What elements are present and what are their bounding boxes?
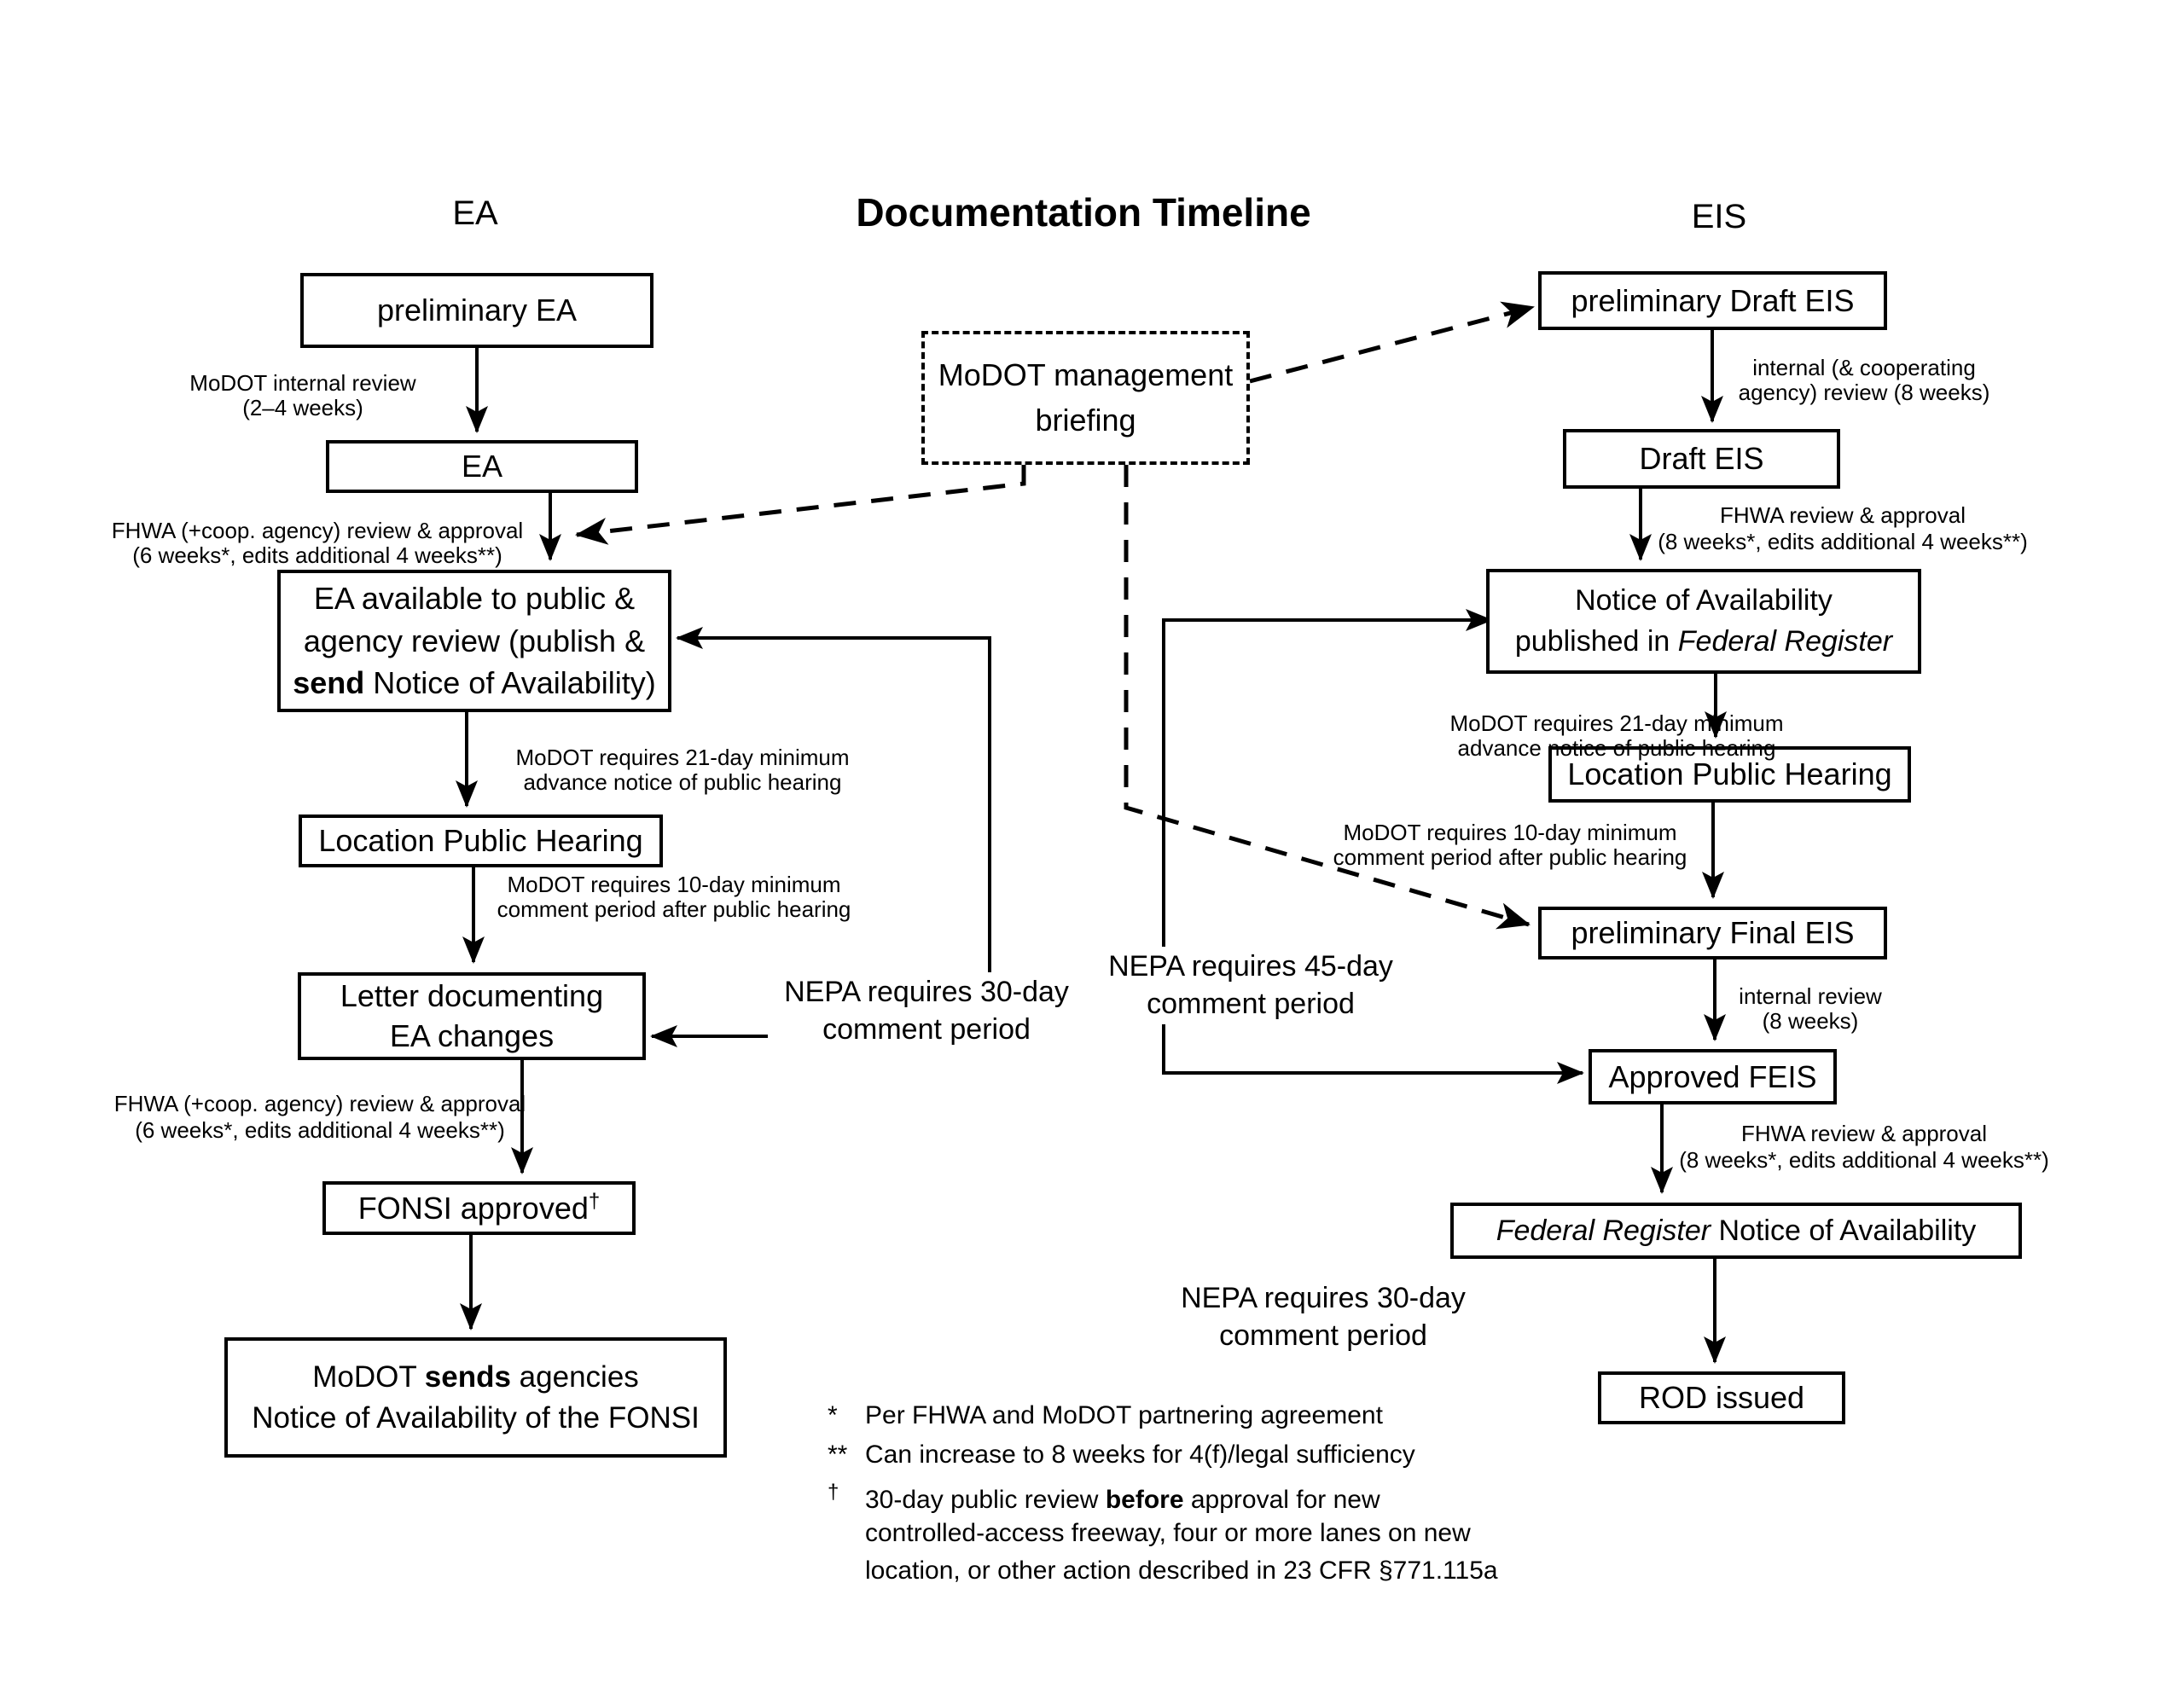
box-fonsi-label: FONSI approved†: [357, 1189, 601, 1226]
label-modot-internal-review: [179, 371, 427, 420]
label-line: advance notice of public hearing: [1457, 735, 1776, 762]
box-noa-line1: Notice of Availability: [1575, 583, 1833, 617]
footnote-2: [828, 1440, 1415, 1470]
label-line: NEPA requires 30-day: [784, 976, 1069, 1008]
footnote-marker: *: [828, 1401, 838, 1429]
box-ea-available-line1: EA available to public &: [313, 580, 636, 616]
label-line: NEPA requires 45-day: [1108, 950, 1393, 983]
box-noa-federal-register: [1486, 569, 1921, 674]
label-line: MoDOT requires 10-day minimum: [1343, 820, 1677, 845]
box-ea-label: EA: [461, 449, 503, 484]
column-title-eis: EIS: [1691, 198, 1747, 235]
label-fhwa-review-eis-2: [1659, 1121, 2069, 1174]
footnote-text: controlled-access freeway, four or more lanes on new: [865, 1519, 1471, 1547]
label-line: FHWA (+coop. agency) review & approval: [111, 518, 524, 543]
label-line: comment period: [822, 1012, 1031, 1046]
column-title-ea: EA: [452, 194, 498, 232]
box-modot-sends-line2: Notice of Availability of the FONSI: [252, 1400, 700, 1435]
box-preliminary-final-eis: [1538, 907, 1887, 959]
box-rod-issued-label: ROD issued: [1638, 1380, 1805, 1416]
box-preliminary-ea-label: preliminary EA: [376, 293, 578, 328]
box-ea: [326, 440, 638, 493]
label-line: MoDOT internal review: [189, 370, 416, 396]
box-modot-briefing: [921, 331, 1250, 465]
box-letter-line2: EA changes: [389, 1017, 555, 1053]
box-draft-eis: [1563, 429, 1840, 489]
box-fedreg-noa-label: Federal Register Notice of Availability: [1496, 1214, 1977, 1247]
box-federal-register-noa: [1450, 1203, 2022, 1259]
dashed-briefing-to-ea-flow: [577, 465, 1024, 535]
dashed-briefing-to-prelimdraft: [1250, 307, 1533, 381]
label-line: internal (& cooperating: [1752, 355, 1976, 380]
fonsi-dagger: †: [588, 1189, 601, 1213]
footnote-marker: †: [828, 1481, 839, 1504]
label-line: (8 weeks*, edits additional 4 weeks**): [1679, 1147, 2049, 1174]
label-internal-review-eis: [1708, 984, 1913, 1034]
box-modot-sends-line1: MoDOT sends agencies: [312, 1360, 639, 1394]
label-line: FHWA (+coop. agency) review & approval: [113, 1091, 526, 1116]
box-draft-eis-label: Draft EIS: [1639, 441, 1764, 477]
footnote-text: Can increase to 8 weeks for 4(f)/legal sufficiency: [865, 1441, 1415, 1469]
box-rod-issued: [1598, 1371, 1845, 1424]
label-line: FHWA review & approval: [1719, 502, 1966, 528]
label-line: (8 weeks): [1762, 1008, 1859, 1035]
box-location-hearing-ea: [299, 815, 663, 867]
label-fhwa-review-1: [96, 519, 539, 568]
label-nepa-30day-eis: [1147, 1278, 1499, 1356]
label-fhwa-review-eis-1: [1647, 502, 2039, 555]
footnote-4: [865, 1518, 1471, 1549]
footnote-5: [865, 1556, 1498, 1586]
box-fonsi-approved: [322, 1181, 636, 1235]
label-line: comment period after public hearing: [497, 896, 851, 923]
footnote-marker: **: [828, 1441, 848, 1469]
label-nepa-30day-ea: [768, 972, 1085, 1050]
footnote-text: Per FHWA and MoDOT partnering agreement: [865, 1401, 1383, 1429]
label-line: (8 weeks*, edits additional 4 weeks**): [1658, 529, 2028, 555]
box-ea-available: [277, 570, 671, 712]
label-10day-comment-eis: [1310, 820, 1711, 870]
label-line: FHWA review & approval: [1740, 1121, 1988, 1146]
label-line: (2–4 weeks): [242, 395, 363, 421]
box-ea-available-line2: agency review (publish &: [303, 623, 646, 658]
box-approved-feis-label: Approved FEIS: [1608, 1058, 1817, 1094]
box-letter-line1: Letter documenting: [340, 977, 604, 1013]
box-approved-feis: [1589, 1049, 1837, 1104]
label-line: MoDOT requires 21-day minimum: [515, 745, 850, 770]
label-internal-coop-review: [1719, 356, 2009, 405]
label-fhwa-review-2: [81, 1091, 559, 1144]
box-preliminary-final-eis-label: preliminary Final EIS: [1571, 915, 1855, 951]
label-line: (6 weeks*, edits additional 4 weeks**): [135, 1117, 505, 1144]
footnote-text: 30-day public review before approval for new: [865, 1486, 1380, 1514]
footnote-1: [828, 1400, 1383, 1431]
label-line: (6 weeks*, edits additional 4 weeks**): [132, 542, 502, 569]
label-line: internal review: [1739, 983, 1882, 1009]
label-line: MoDOT requires 21-day minimum: [1449, 710, 1784, 736]
box-modot-sends: [224, 1337, 727, 1458]
box-letter-documenting: [298, 972, 646, 1060]
label-line: MoDOT requires 10-day minimum: [507, 872, 841, 897]
box-noa-line2: published in Federal Register: [1514, 624, 1893, 658]
label-line: comment period: [1147, 987, 1355, 1020]
box-location-hearing-eis-label: Location Public Hearing: [1567, 757, 1892, 792]
briefing-line2: briefing: [1035, 402, 1136, 438]
briefing-line1: MoDOT management: [938, 357, 1234, 393]
box-ea-available-line3: send Notice of Availability): [293, 665, 656, 701]
label-10day-comment-ea: [473, 872, 874, 922]
box-preliminary-ea: [300, 273, 653, 348]
footnote-3: [828, 1481, 1380, 1516]
page-title: Documentation Timeline: [856, 190, 1311, 235]
label-line: comment period after public hearing: [1333, 844, 1687, 871]
label-line: comment period: [1219, 1319, 1427, 1352]
box-preliminary-draft-eis: [1538, 271, 1887, 330]
label-line: advance notice of public hearing: [523, 769, 842, 796]
footnote-text: location, or other action described in 23 CFR §771.115a: [865, 1557, 1498, 1585]
label-21day-notice-eis: [1438, 711, 1796, 761]
box-location-hearing-ea-label: Location Public Hearing: [318, 823, 643, 859]
label-21day-notice-ea: [495, 745, 870, 795]
label-line: agency) review (8 weeks): [1738, 380, 1990, 406]
box-preliminary-draft-eis-label: preliminary Draft EIS: [1571, 282, 1855, 318]
label-line: NEPA requires 30-day: [1181, 1282, 1466, 1314]
label-nepa-45day-eis: [1083, 947, 1418, 1024]
